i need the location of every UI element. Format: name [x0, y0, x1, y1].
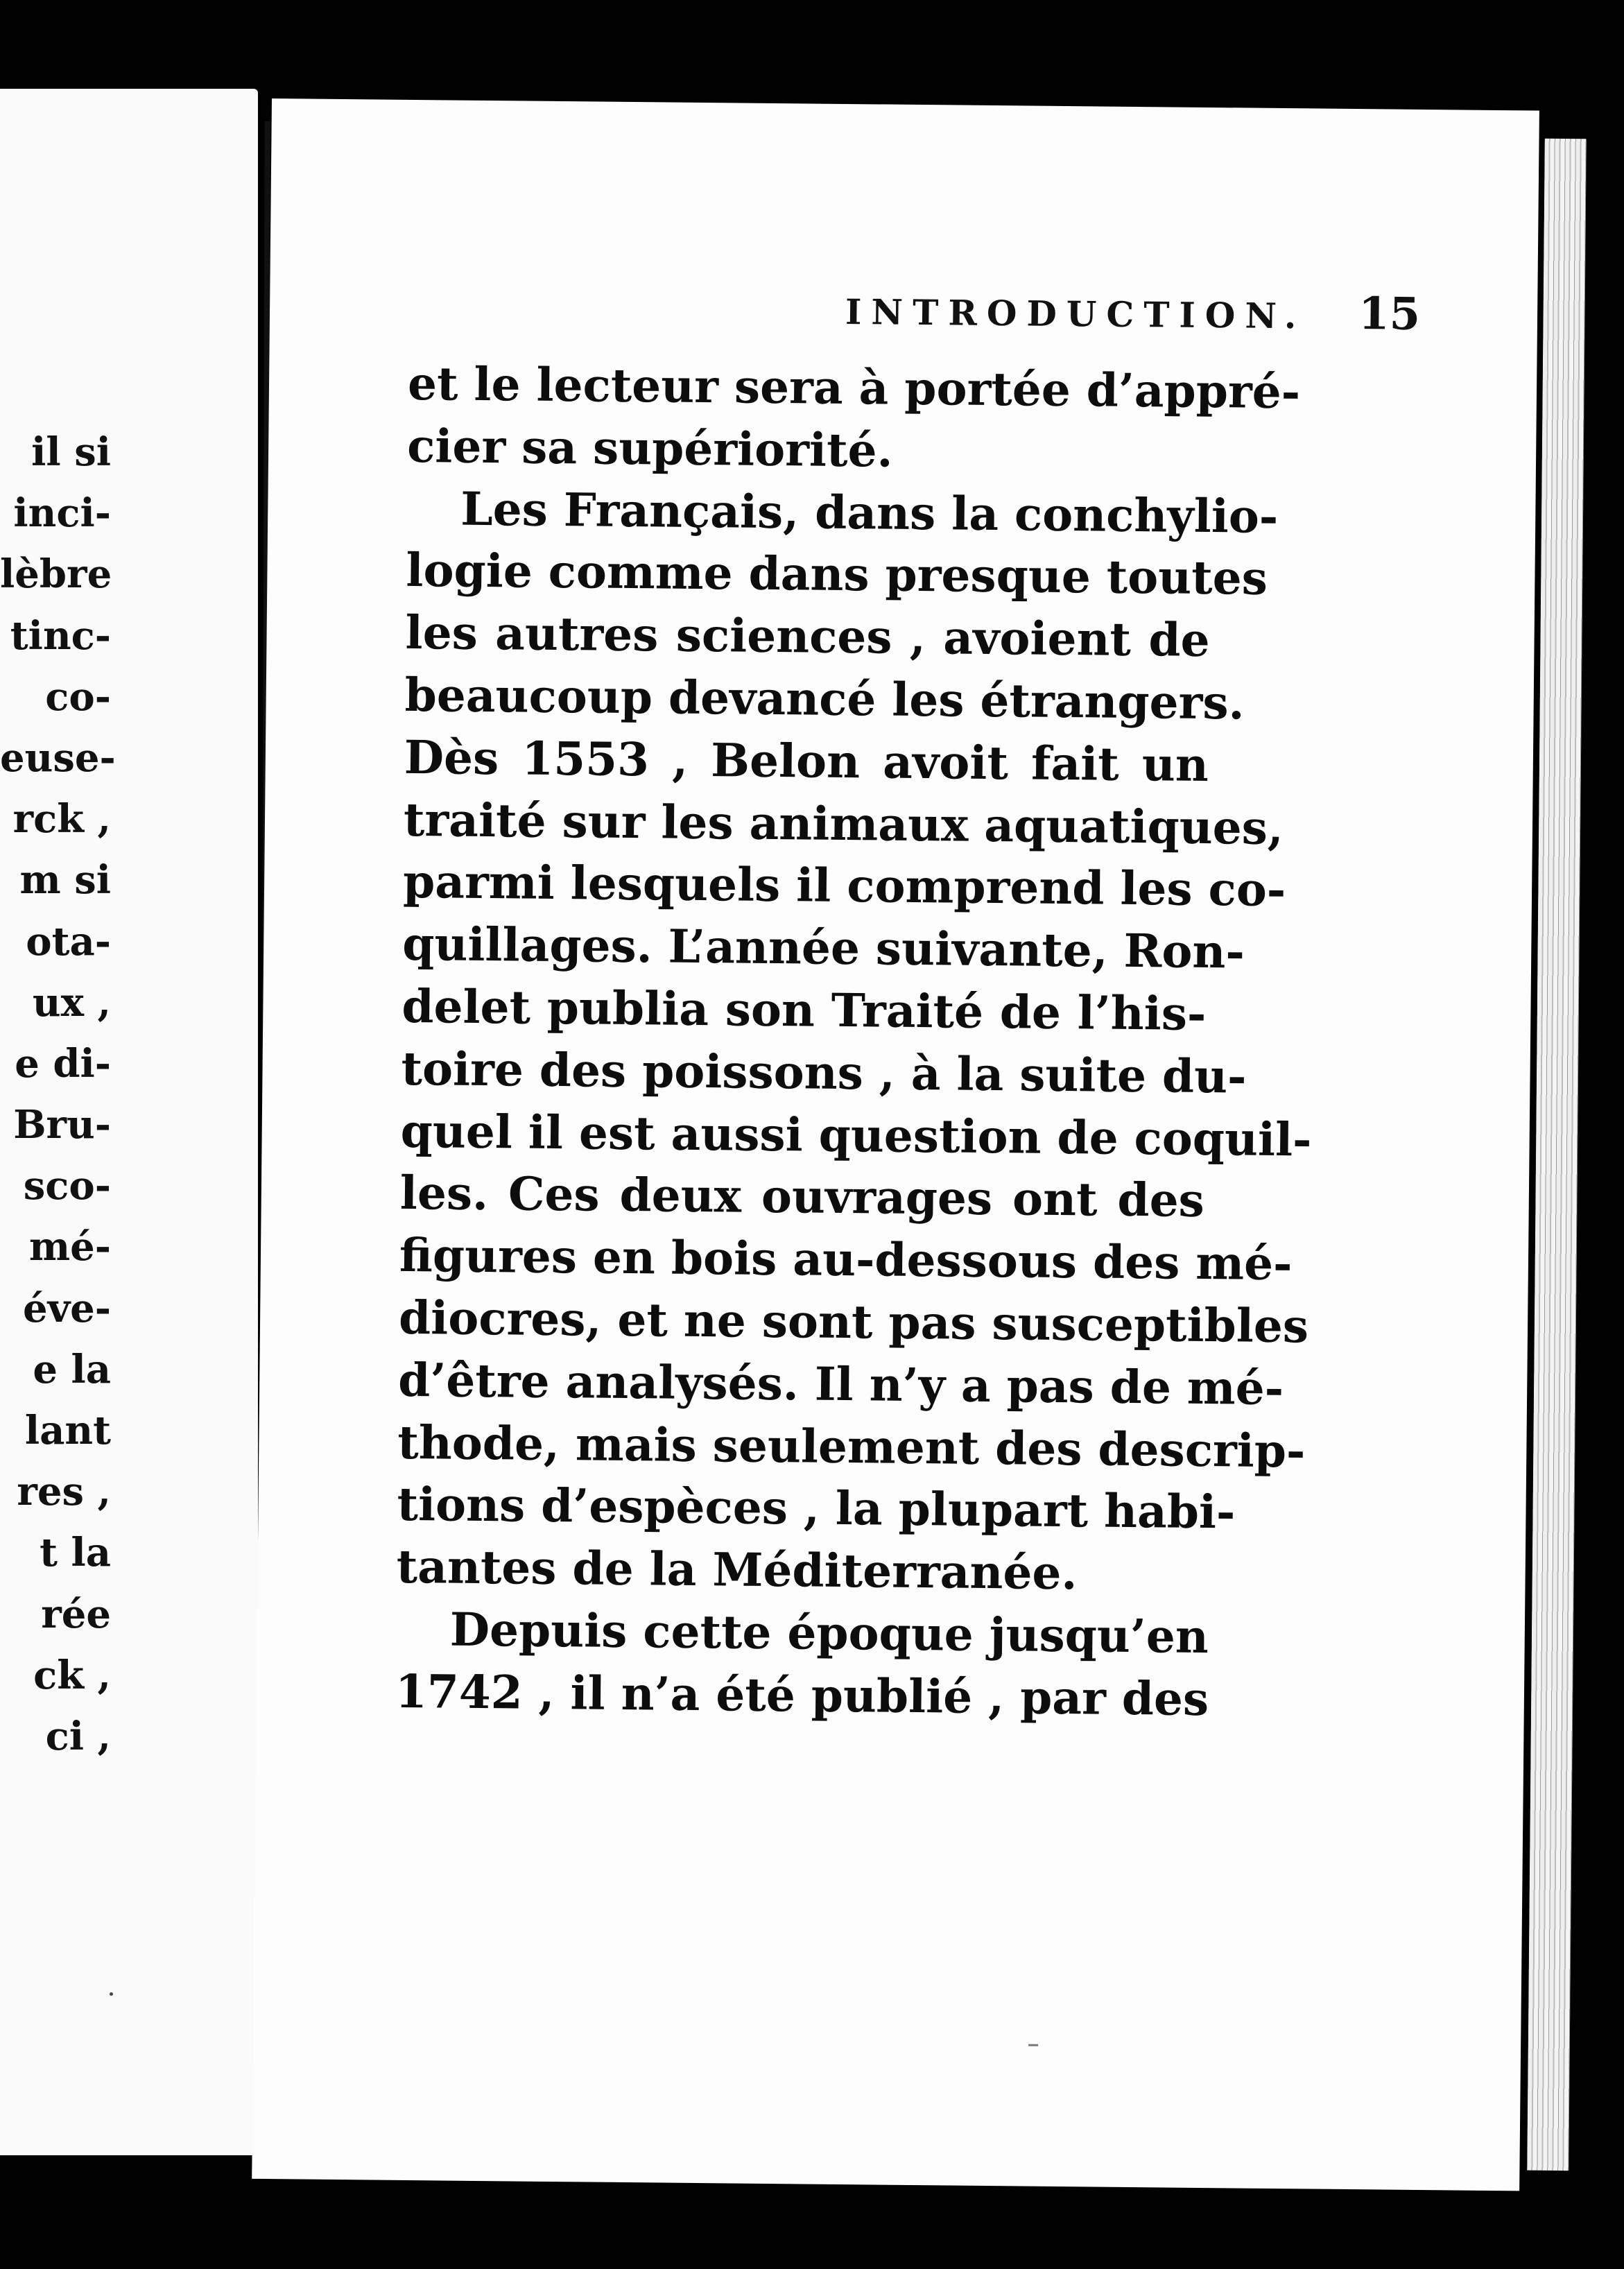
text-line: les. Ces deux ouvrages ont des: [399, 1166, 1205, 1228]
running-title: INTRODUCTION.: [845, 291, 1306, 337]
previous-page-line: t la: [40, 1530, 111, 1576]
text-line: delet publia son Traité de l’his-: [401, 978, 1207, 1041]
page-number: 15: [1358, 288, 1421, 340]
text-line: cier sa supériorité.: [406, 418, 893, 478]
text-line: toire des poissons , à la suite du-: [401, 1041, 1247, 1104]
text-line: tantes de la Méditerranée.: [396, 1539, 1078, 1601]
text-line: Les Français, dans la conchylio-: [460, 481, 1279, 544]
text-line: diocres, et ne sont pas susceptibles: [398, 1290, 1309, 1354]
text-line: thode, mais seulement des descrip-: [397, 1415, 1306, 1478]
text-line: d’être analysés. Il n’y a pas de mé-: [397, 1352, 1284, 1415]
previous-page-line: m si: [19, 857, 111, 904]
previous-page-line-ends: [0, 422, 116, 1767]
previous-page-line: il si: [31, 429, 111, 475]
previous-page-line: tinc-: [10, 612, 111, 659]
stray-mark: [1028, 2044, 1038, 2046]
text-line: Depuis cette époque jusqu’en: [449, 1602, 1209, 1664]
previous-page-line: lant: [24, 1408, 111, 1453]
book-page: [252, 98, 1539, 2191]
text-line: traité sur les animaux aquatiques,: [403, 792, 1284, 855]
previous-page-line: inci-: [13, 490, 111, 537]
text-line: parmi lesquels il comprend les co-: [402, 854, 1286, 917]
previous-page-line: ota-: [26, 918, 111, 965]
text-line: quel il est aussi question de coquil-: [400, 1103, 1312, 1167]
text-line: beaucoup devancé les étrangers.: [404, 667, 1245, 730]
previous-page-line: ux ,: [32, 979, 111, 1026]
text-line: tions d’espèces , la plupart habi-: [397, 1477, 1236, 1539]
previous-page-line: rck ,: [12, 796, 111, 843]
previous-page-line: éve-: [22, 1285, 111, 1331]
previous-page-line: sco-: [23, 1163, 111, 1209]
text-line: Dès 1553 , Belon avoit fait un: [404, 730, 1209, 792]
text-line: et le lecteur sera à portée d’appré-: [407, 356, 1301, 420]
text-line: les autres sciences , avoient de: [405, 605, 1210, 668]
previous-page-line: ck ,: [33, 1652, 111, 1698]
previous-page-line: e la: [33, 1346, 111, 1392]
ink-speck: [110, 1992, 113, 1996]
previous-page-line: co-: [45, 673, 111, 720]
previous-page-fragment: [0, 89, 258, 2155]
previous-page-line: e di-: [15, 1040, 111, 1087]
previous-page-line: res ,: [17, 1469, 111, 1515]
previous-page-line: lèbre: [0, 551, 112, 598]
previous-page-line: ci ,: [45, 1713, 111, 1759]
text-line: logie comme dans presque toutes: [406, 543, 1268, 606]
text-line: 1742 , il n’a été publié , par des: [395, 1664, 1209, 1726]
previous-page-line: euse-: [0, 734, 116, 781]
text-line: quillages. L’année suivante, Ron-: [401, 917, 1245, 979]
previous-page-line: mé-: [28, 1224, 111, 1270]
running-head: [561, 280, 1463, 358]
previous-page-line: Bru-: [13, 1102, 111, 1148]
previous-page-line: rée: [41, 1591, 111, 1637]
page-body-text: [395, 353, 1312, 1731]
text-line: figures en bois au-dessous des mé-: [399, 1228, 1293, 1291]
